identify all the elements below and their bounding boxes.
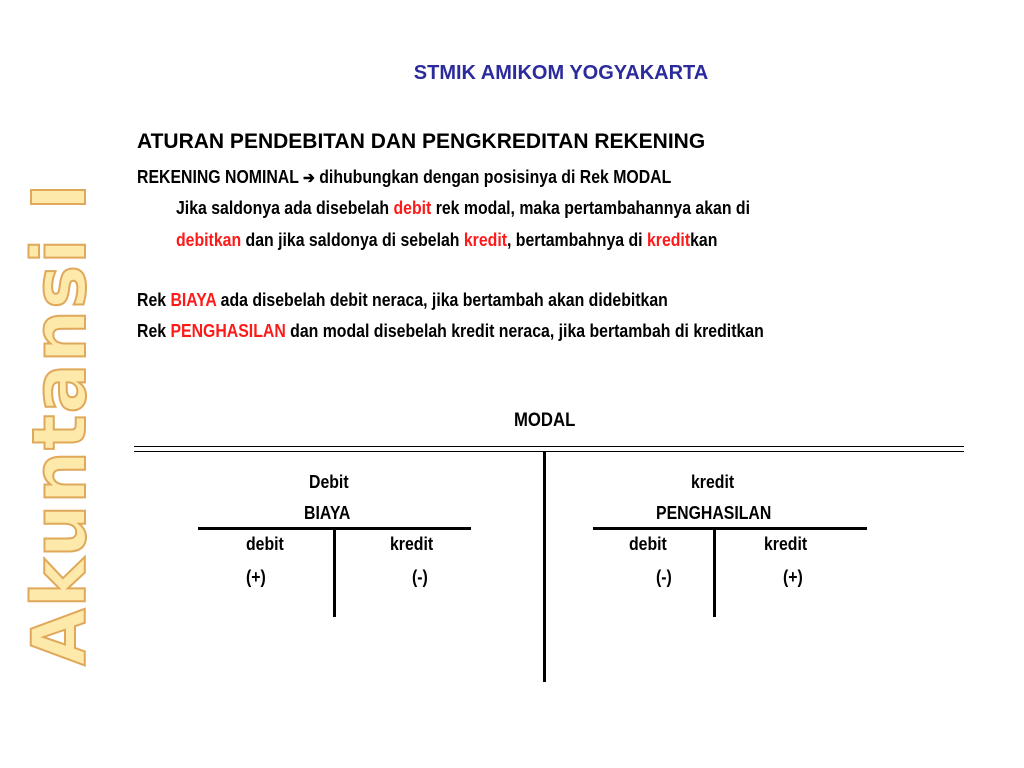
page-title: ATURAN PENDEBITAN DAN PENGKREDITAN REKENING [137, 130, 706, 153]
t-account-top-line-inner [134, 451, 964, 452]
rekening-nominal-text: dihubungkan dengan posisinya di Rek MODAL [314, 167, 672, 187]
text-fragment: rek modal, maka pertambahannya akan di [431, 198, 751, 218]
penghasilan-debit-label: debit [629, 534, 667, 554]
rekening-nominal-label: REKENING NOMINAL [137, 167, 299, 187]
rule-line-kredit [176, 230, 717, 251]
biaya-account-title: BIAYA [304, 503, 351, 523]
penghasilan-kredit-label: kredit [764, 534, 808, 554]
t-account-divider [543, 451, 546, 682]
t-account-top-line [134, 446, 964, 447]
highlight-debit: debit [393, 198, 432, 218]
rekening-nominal-line [137, 167, 671, 188]
text-fragment: , bertambahnya di [507, 230, 647, 250]
penghasilan-t-top [593, 527, 867, 530]
right-arrow-icon: ➔ [303, 170, 315, 187]
biaya-debit-sign: (+) [246, 567, 266, 587]
highlight-penghasilan: PENGHASILAN [170, 321, 286, 341]
text-fragment: Rek [137, 290, 171, 310]
text-fragment: Rek [137, 321, 171, 341]
penghasilan-account-title: PENGHASILAN [656, 503, 772, 523]
biaya-t-divider [333, 527, 336, 617]
biaya-kredit-label: kredit [390, 534, 434, 554]
biaya-debit-label: debit [246, 534, 284, 554]
modal-kredit-side-label: kredit [691, 472, 735, 492]
rek-penghasilan-line [137, 321, 764, 342]
highlight-kredit: kredit [463, 230, 508, 250]
penghasilan-debit-sign: (-) [656, 567, 672, 587]
text-fragment: ada disebelah debit neraca, jika bertambah akan didebitkan [216, 290, 668, 310]
text-fragment: dan jika saldonya di sebelah [241, 230, 464, 250]
text-fragment: dan modal disebelah kredit neraca, jika bertambah di kreditkan [285, 321, 764, 341]
penghasilan-t-divider [713, 527, 716, 617]
text-fragment: kan [690, 230, 718, 250]
page-header: STMIK AMIKOM YOGYAKARTA [413, 62, 709, 84]
highlight-biaya: BIAYA [170, 290, 217, 310]
biaya-kredit-sign: (-) [412, 567, 428, 587]
text-fragment: Jika saldonya ada disebelah [176, 198, 394, 218]
highlight-debitkan: debitkan [176, 230, 242, 250]
penghasilan-kredit-sign: (+) [783, 567, 803, 587]
side-title: Akuntansi I [17, 182, 103, 666]
rek-biaya-line [137, 290, 668, 311]
modal-account-title: MODAL [514, 410, 576, 431]
rule-line-debit [176, 198, 750, 219]
highlight-kredit: kredit [646, 230, 691, 250]
modal-debit-side-label: Debit [309, 472, 349, 492]
